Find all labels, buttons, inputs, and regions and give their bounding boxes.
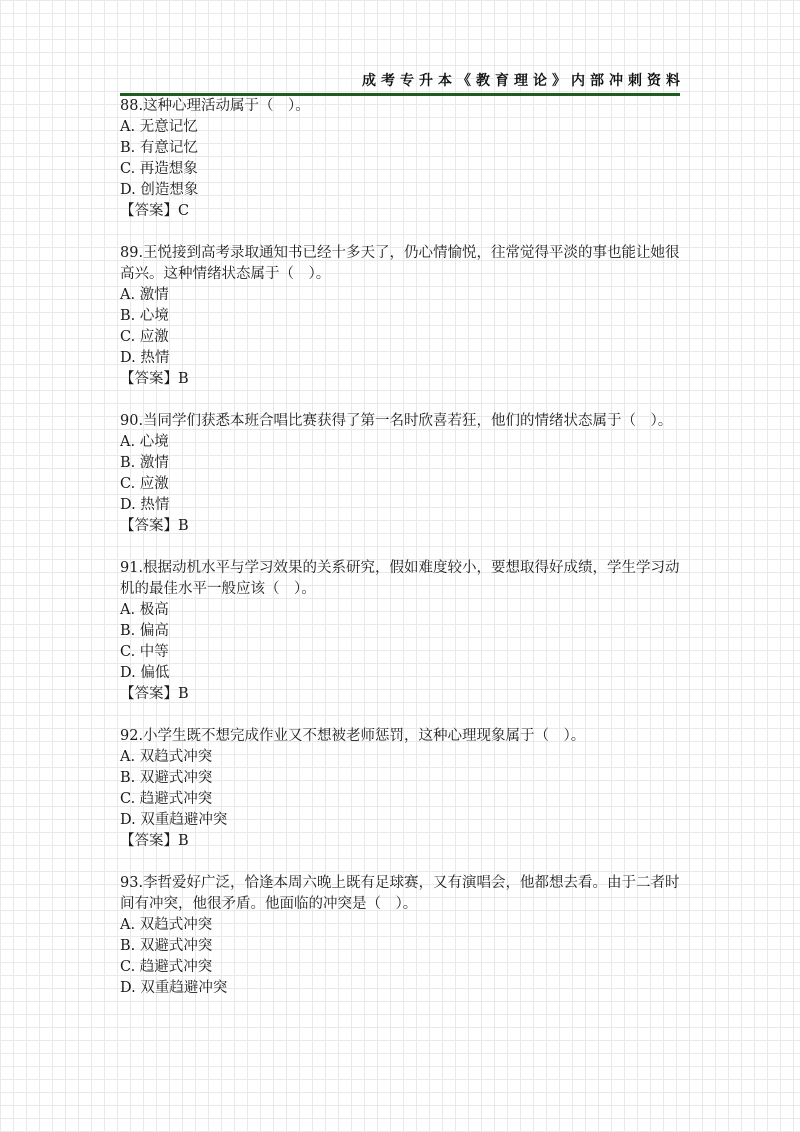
page-header xyxy=(120,70,685,96)
answer: 【答案】B xyxy=(120,833,189,849)
option-b: B. 心境 xyxy=(120,308,169,324)
option-d: D. 热情 xyxy=(120,350,170,366)
option-c: C. 趋避式冲突 xyxy=(120,791,213,807)
question-93 xyxy=(120,873,680,999)
option-a: A. 双趋式冲突 xyxy=(120,749,213,765)
option-a: A. 双趋式冲突 xyxy=(120,917,213,933)
answer: 【答案】B xyxy=(120,686,189,702)
option-c: C. 趋避式冲突 xyxy=(120,959,213,975)
question-89 xyxy=(120,243,680,390)
option-c: C. 中等 xyxy=(120,644,169,660)
option-d: D. 偏低 xyxy=(120,665,170,681)
question-list xyxy=(120,96,680,1020)
option-b: B. 双避式冲突 xyxy=(120,770,213,786)
header-title: 成考专升本《教育理论》内部冲刺资料 xyxy=(362,73,685,89)
option-b: B. 有意记忆 xyxy=(120,140,198,156)
answer: 【答案】B xyxy=(120,518,189,534)
question-text: 91.根据动机水平与学习效果的关系研究，假如难度较小，要想取得好成绩，学生学习动机的最佳水平一般应该（ ）。 xyxy=(120,560,680,597)
question-88 xyxy=(120,96,680,222)
option-d: D. 创造想象 xyxy=(120,182,199,198)
answer: 【答案】B xyxy=(120,371,189,387)
option-b: B. 激情 xyxy=(120,455,169,471)
option-d: D. 热情 xyxy=(120,497,170,513)
option-c: C. 再造想象 xyxy=(120,161,198,177)
option-c: C. 应激 xyxy=(120,476,169,492)
question-text: 93.李哲爱好广泛，恰逢本周六晚上既有足球赛，又有演唱会，他都想去看。由于二者时间有冲突，他很矛盾。他面临的冲突是（ ）。 xyxy=(120,875,680,912)
option-d: D. 双重趋避冲突 xyxy=(120,812,228,828)
question-92 xyxy=(120,726,680,852)
option-d: D. 双重趋避冲突 xyxy=(120,980,228,996)
question-text: 90.当同学们获悉本班合唱比赛获得了第一名时欣喜若狂，他们的情绪状态属于（ ）。 xyxy=(120,413,673,429)
question-text: 88.这种心理活动属于（ ）。 xyxy=(120,98,310,114)
question-91 xyxy=(120,558,680,705)
option-c: C. 应激 xyxy=(120,329,169,345)
option-b: B. 偏高 xyxy=(120,623,169,639)
option-a: A. 心境 xyxy=(120,434,169,450)
question-text: 89.王悦接到高考录取通知书已经十多天了，仍心情愉悦，往常觉得平淡的事也能让她很高兴。这种情绪状态属于（ ）。 xyxy=(120,245,680,282)
question-90 xyxy=(120,411,680,537)
option-b: B. 双避式冲突 xyxy=(120,938,213,954)
option-a: A. 极高 xyxy=(120,602,169,618)
option-a: A. 激情 xyxy=(120,287,169,303)
option-a: A. 无意记忆 xyxy=(120,119,198,135)
question-text: 92.小学生既不想完成作业又不想被老师惩罚，这种心理现象属于（ ）。 xyxy=(120,728,586,744)
answer: 【答案】C xyxy=(120,203,190,219)
